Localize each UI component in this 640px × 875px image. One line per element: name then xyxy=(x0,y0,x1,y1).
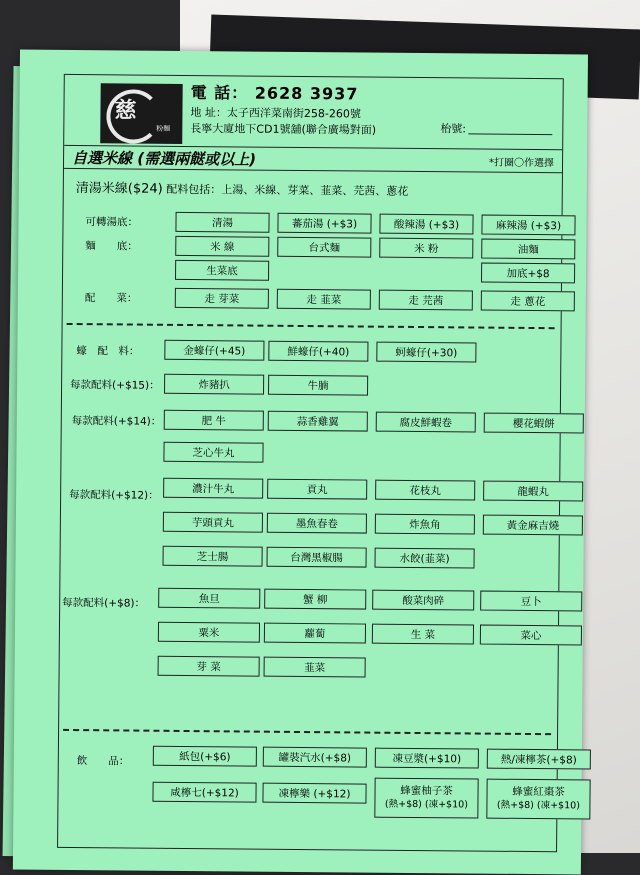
topping-12-option[interactable]: 水餃(韮菜) xyxy=(375,548,475,569)
noodle-option[interactable]: 油麵 xyxy=(481,239,575,260)
logo-text: 慈 xyxy=(114,97,137,124)
drink-option[interactable] xyxy=(486,779,590,820)
drink-name: 蜂蜜紅棗茶 xyxy=(512,785,565,799)
table-number-label: 枱號: xyxy=(440,122,467,136)
topping-12-option[interactable]: 芋頭貢丸 xyxy=(163,512,263,533)
topping-8-option[interactable]: 芽 菜 xyxy=(158,656,260,677)
p15-label: 每款配料(+$15)： xyxy=(70,378,160,392)
p8-label: 每款配料(+$8)： xyxy=(62,596,146,610)
soup-option[interactable]: 蕃茄湯 (+$3) xyxy=(277,213,371,234)
address-text-1: 太子西洋菜南街258-260號 xyxy=(226,106,361,121)
drink-price: (熱+$8) (凍+$10) xyxy=(496,799,580,812)
address-line-2: 長寧大廈地下CD1號舖(聯合廣場對面) xyxy=(190,122,377,137)
order-form-frame xyxy=(57,74,580,852)
topping-8-option[interactable]: 魚旦 xyxy=(158,588,260,609)
topping-14-option[interactable]: 蒜香雞翼 xyxy=(268,411,368,432)
drinks-label: 飲 品： xyxy=(76,755,130,768)
p14-label: 每款配料(+$14)： xyxy=(71,414,162,428)
topping-12-option[interactable]: 貢丸 xyxy=(267,479,367,500)
soup-option[interactable]: 清湯 xyxy=(175,212,269,233)
logo-tagline: 粉麵 xyxy=(156,124,171,133)
title-bar xyxy=(64,145,562,173)
noodle-label: 麵 底： xyxy=(85,240,138,253)
drink-option[interactable]: 熱/凍檸茶(+$8) xyxy=(487,749,591,770)
oyster-option[interactable]: 鮮蠔仔(+40) xyxy=(268,341,368,362)
noodle-option[interactable]: 米 線 xyxy=(175,236,269,257)
divider xyxy=(67,323,555,329)
soup-option[interactable]: 酸辣湯 (+$3) xyxy=(379,214,473,235)
drink-option[interactable]: 凍豆漿(+$10) xyxy=(375,748,479,769)
drink-option[interactable]: 凍檸樂 (+$12) xyxy=(262,783,366,804)
oyster-option[interactable]: 蚵蠔仔(+30) xyxy=(376,342,476,363)
topping-12-option[interactable]: 芝士腸 xyxy=(163,546,263,567)
page-title: 自選米線 (需選兩餸或以上) xyxy=(71,148,257,169)
base-includes: 配料包括：上湯、米線、芽菜、韮菜、芫茜、蔥花 xyxy=(166,182,409,198)
base-description xyxy=(76,177,409,199)
topping-15-option[interactable]: 炸豬扒 xyxy=(164,374,264,395)
address-line-1 xyxy=(190,104,361,121)
noodle-option[interactable]: 台式麵 xyxy=(277,237,371,258)
veg-option[interactable]: 走 芽菜 xyxy=(175,288,269,309)
drink-price: (熱+$8) (凍+$10) xyxy=(384,798,468,811)
topping-12-option[interactable]: 炸魚角 xyxy=(375,514,475,535)
topping-8-option[interactable]: 蘿蔔 xyxy=(264,623,366,644)
veg-option[interactable]: 走 韮菜 xyxy=(277,289,371,310)
noodle-option[interactable]: 米 粉 xyxy=(379,238,473,259)
selection-note: *打圈〇作選擇 xyxy=(488,157,555,170)
table-number-field[interactable] xyxy=(468,133,552,135)
phone-line xyxy=(191,80,359,104)
drink-option[interactable]: 咸檸七(+$12) xyxy=(152,782,256,803)
soup-label: 可轉湯底： xyxy=(85,216,139,229)
topping-12-option[interactable]: 黃金麻吉燒 xyxy=(483,515,583,536)
veg-option[interactable]: 走 蔥花 xyxy=(481,291,575,312)
address-label: 地 址： xyxy=(190,106,228,120)
drink-option[interactable]: 罐裝汽水(+$8) xyxy=(263,747,367,768)
drink-option[interactable] xyxy=(374,778,478,819)
order-form xyxy=(13,50,588,875)
topping-8-option[interactable]: 菜心 xyxy=(480,625,582,646)
topping-12-option[interactable]: 花枝丸 xyxy=(375,480,475,501)
topping-14-option[interactable]: 腐皮鮮蝦卷 xyxy=(376,412,476,433)
veg-option[interactable]: 走 芫茜 xyxy=(379,290,473,311)
phone-number: 2628 3937 xyxy=(254,83,359,104)
topping-14-option[interactable]: 芝心牛丸 xyxy=(163,442,263,463)
veg-label: 配 菜： xyxy=(84,292,138,305)
topping-12-option[interactable]: 濃汁牛丸 xyxy=(163,478,263,499)
topping-8-option[interactable]: 粟米 xyxy=(158,622,260,643)
oyster-option[interactable]: 金蠔仔(+45) xyxy=(164,340,264,361)
topping-8-option[interactable]: 豆卜 xyxy=(480,591,582,612)
topping-14-option[interactable]: 櫻花蝦餅 xyxy=(484,413,584,434)
drink-option[interactable]: 紙包(+$6) xyxy=(153,746,257,767)
topping-8-option[interactable]: 蟹 柳 xyxy=(264,589,366,610)
divider xyxy=(63,729,551,735)
topping-12-option[interactable]: 墨魚春卷 xyxy=(267,513,367,534)
phone-label: 電 話： xyxy=(190,83,249,103)
base-name: 清湯米線($24) xyxy=(75,181,163,197)
topping-15-option[interactable]: 牛腩 xyxy=(268,375,368,396)
noodle-option[interactable]: 生菜底 xyxy=(175,260,269,281)
topping-12-option[interactable]: 龍蝦丸 xyxy=(483,481,583,502)
drink-name: 蜂蜜柚子茶 xyxy=(400,784,453,798)
noodle-option[interactable]: 加底+$8 xyxy=(481,263,575,284)
topping-8-option[interactable]: 生 菜 xyxy=(372,624,474,645)
topping-8-option[interactable]: 韮菜 xyxy=(264,657,366,678)
topping-12-option[interactable]: 台灣黑椒腸 xyxy=(267,547,367,568)
oyster-label: 蠔 配 料： xyxy=(76,345,140,358)
topping-8-option[interactable]: 酸菜肉碎 xyxy=(372,590,474,611)
topping-14-option[interactable]: 肥 牛 xyxy=(164,410,264,431)
p12-label: 每款配料(+$12)： xyxy=(69,488,159,502)
soup-option[interactable]: 麻辣湯 (+$3) xyxy=(481,215,575,236)
shop-logo xyxy=(100,83,183,144)
